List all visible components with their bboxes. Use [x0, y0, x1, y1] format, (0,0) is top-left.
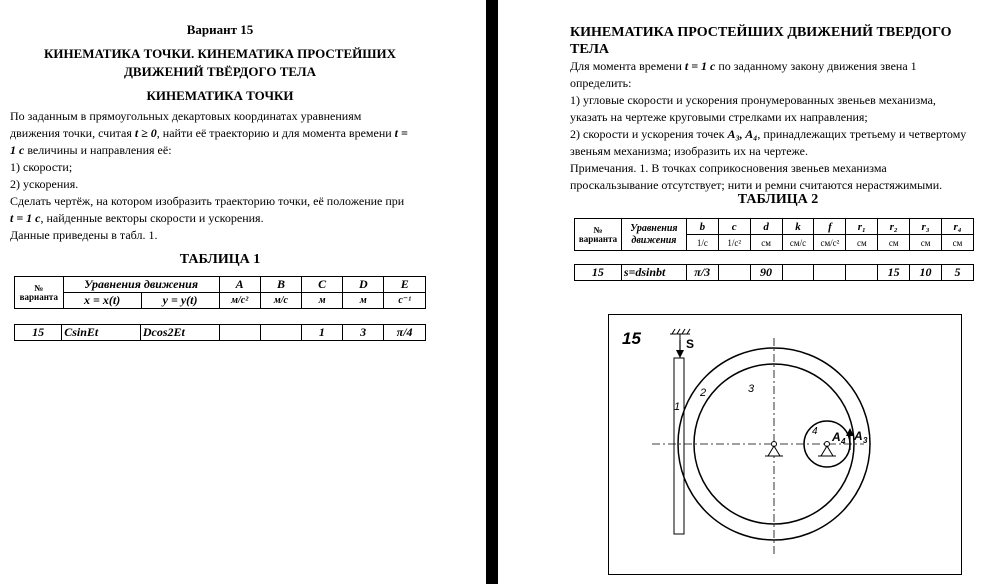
right-line5: 2) скорости и ускорения точек A₃, A₄, принадлежащих третьему и четвертому: [570, 127, 967, 141]
table2-hdr-c: c: [718, 219, 750, 235]
table1-hdr-a: A: [219, 277, 260, 293]
table2-unit: см: [846, 235, 878, 251]
right-title-line1: КИНЕМАТИКА ПРОСТЕЙШИХ ДВИЖЕНИЙ ТВЕРДОГО: [570, 25, 952, 40]
table1-cell: π/4: [384, 325, 426, 341]
table2-hdr-r4: r₄: [942, 219, 974, 235]
table2-hdr-k: k: [782, 219, 814, 235]
main-title-line2: ДВИЖЕНИЙ ТВЁРДОГО ТЕЛА: [123, 64, 316, 79]
table2-cell: 5: [941, 265, 973, 281]
table1-title: ТАБЛИЦА 1: [179, 252, 261, 267]
item-velocity: 1) скорости;: [10, 160, 73, 174]
table2-hdr-r2: r₂: [878, 219, 910, 235]
label-a4: A: [832, 430, 841, 444]
right-line6: звеньям механизма; изобразить их на чертеже.: [570, 144, 808, 158]
table1-cell: 15: [15, 325, 62, 341]
right-task-text: [570, 58, 990, 194]
table1-cell: 1: [301, 325, 342, 341]
label-a3: A: [854, 429, 863, 443]
mechanism-figure: [608, 314, 962, 582]
table1-hdr-d: D: [343, 277, 384, 293]
item-acceleration: 2) ускорения.: [10, 177, 79, 191]
figure-frame: [609, 315, 962, 575]
table1-cell: Dcos2Et: [140, 325, 219, 341]
table2-cell: [718, 265, 750, 281]
para1-line3: 1 c величины и направления её:: [10, 143, 172, 157]
right-line7: Примечания. 1. В точках соприкосновения звеньев механизма: [570, 161, 887, 175]
table1-cell: 3: [342, 325, 383, 341]
table2-cell: [782, 265, 814, 281]
table2-cell: [846, 265, 878, 281]
rod-1: [674, 358, 684, 534]
table1-data-row: [14, 324, 426, 341]
table2-hdr-r1: r₁: [846, 219, 878, 235]
table1-hdr-b: B: [260, 277, 301, 293]
table2-hdr-d: d: [750, 219, 782, 235]
main-title-line1: КИНЕМАТИКА ТОЧКИ. КИНЕМАТИКА ПРОСТЕЙШИХ: [43, 46, 397, 61]
label-s: S: [686, 337, 695, 351]
table1-hdr-x: x = x(t): [63, 293, 141, 309]
table2-hdr-number: № варианта: [575, 219, 622, 251]
table1-hdr-equations: Уравнения движения: [63, 277, 219, 293]
table2-cell: s=dsinbt: [621, 265, 686, 281]
para2-line2: t = 1 c, найденные векторы скорости и ускорения.: [10, 211, 264, 225]
arrow-down-icon: [676, 340, 684, 358]
table2-cell: π/3: [686, 265, 718, 281]
table1-hdr-c: C: [302, 277, 343, 293]
table1-cell: CsinEt: [62, 325, 141, 341]
para1-line2: движения точки, считая t ≥ 0, найти её траекторию и для момента времени t =: [10, 126, 408, 140]
label-4: 4: [812, 426, 818, 437]
table1-unit-d: м: [343, 293, 384, 309]
variant-heading: Вариант 15: [186, 22, 254, 37]
task-text: [10, 108, 440, 244]
table2-header: [574, 218, 974, 251]
table2-unit: см: [878, 235, 910, 251]
table2-cell: 15: [575, 265, 622, 281]
right-line8: проскальзывание отсутствует; нити и ремни считаются нерастяжимыми.: [570, 178, 943, 192]
table2-cell: 15: [878, 265, 910, 281]
table2-cell: [814, 265, 846, 281]
table1-hdr-y: y = y(t): [141, 293, 219, 309]
label-1: 1: [674, 401, 681, 413]
table1-header: [14, 276, 426, 309]
table2-unit: 1/c²: [718, 235, 750, 251]
right-page: [498, 0, 1000, 584]
figure-variant-label: 15: [622, 329, 641, 348]
table2-unit: см: [750, 235, 782, 251]
table1-cell: [260, 325, 301, 341]
right-title-line2: ТЕЛА: [570, 42, 610, 57]
table1-unit-a: м/с²: [219, 293, 260, 309]
para2-line3: Данные приведены в табл. 1.: [10, 228, 158, 242]
table2-unit: см/c: [782, 235, 814, 251]
table2-unit: 1/c: [686, 235, 718, 251]
left-page: [0, 0, 486, 584]
table2-unit: см: [942, 235, 974, 251]
table1-unit-c: м: [302, 293, 343, 309]
para1-line1: По заданным в прямоугольных декартовых координатах уравнениям: [10, 109, 362, 123]
right-line4: указать на чертеже круговыми стрелками их направления;: [570, 110, 868, 124]
table1-cell: [219, 325, 260, 341]
table2-cell: 10: [910, 265, 942, 281]
right-line3: 1) угловые скорости и ускорения пронумерованных звеньев механизма,: [570, 93, 936, 107]
table2-data-row: [574, 264, 974, 281]
label-a4-sub: 4: [841, 437, 846, 446]
table1-unit-e: с⁻¹: [384, 293, 426, 309]
para2-line1: Сделать чертёж, на котором изобразить траекторию точки, её положение при: [10, 194, 405, 208]
label-a3-sub: 3: [863, 436, 868, 445]
table1-hdr-number: № варианта: [15, 277, 64, 309]
table2-title: ТАБЛИЦА 2: [737, 192, 819, 207]
label-2: 2: [700, 387, 707, 399]
right-line2: определить:: [570, 76, 632, 90]
label-3: 3: [748, 383, 755, 395]
page-divider: [486, 0, 498, 584]
table2-cell: 90: [750, 265, 782, 281]
table2-unit: см: [910, 235, 942, 251]
table2-hdr-b: b: [686, 219, 718, 235]
right-line1: Для момента времени t = 1 c по заданному закону движения звена 1: [570, 59, 917, 73]
table1-hdr-e: E: [384, 277, 426, 293]
table1-unit-b: м/с: [260, 293, 301, 309]
section-heading: КИНЕМАТИКА ТОЧКИ: [146, 88, 294, 103]
table2-hdr-f: f: [814, 219, 846, 235]
table2-unit: см/c²: [814, 235, 846, 251]
table2-hdr-equations: Уравнения движения: [621, 219, 686, 251]
table2-hdr-r3: r₃: [910, 219, 942, 235]
